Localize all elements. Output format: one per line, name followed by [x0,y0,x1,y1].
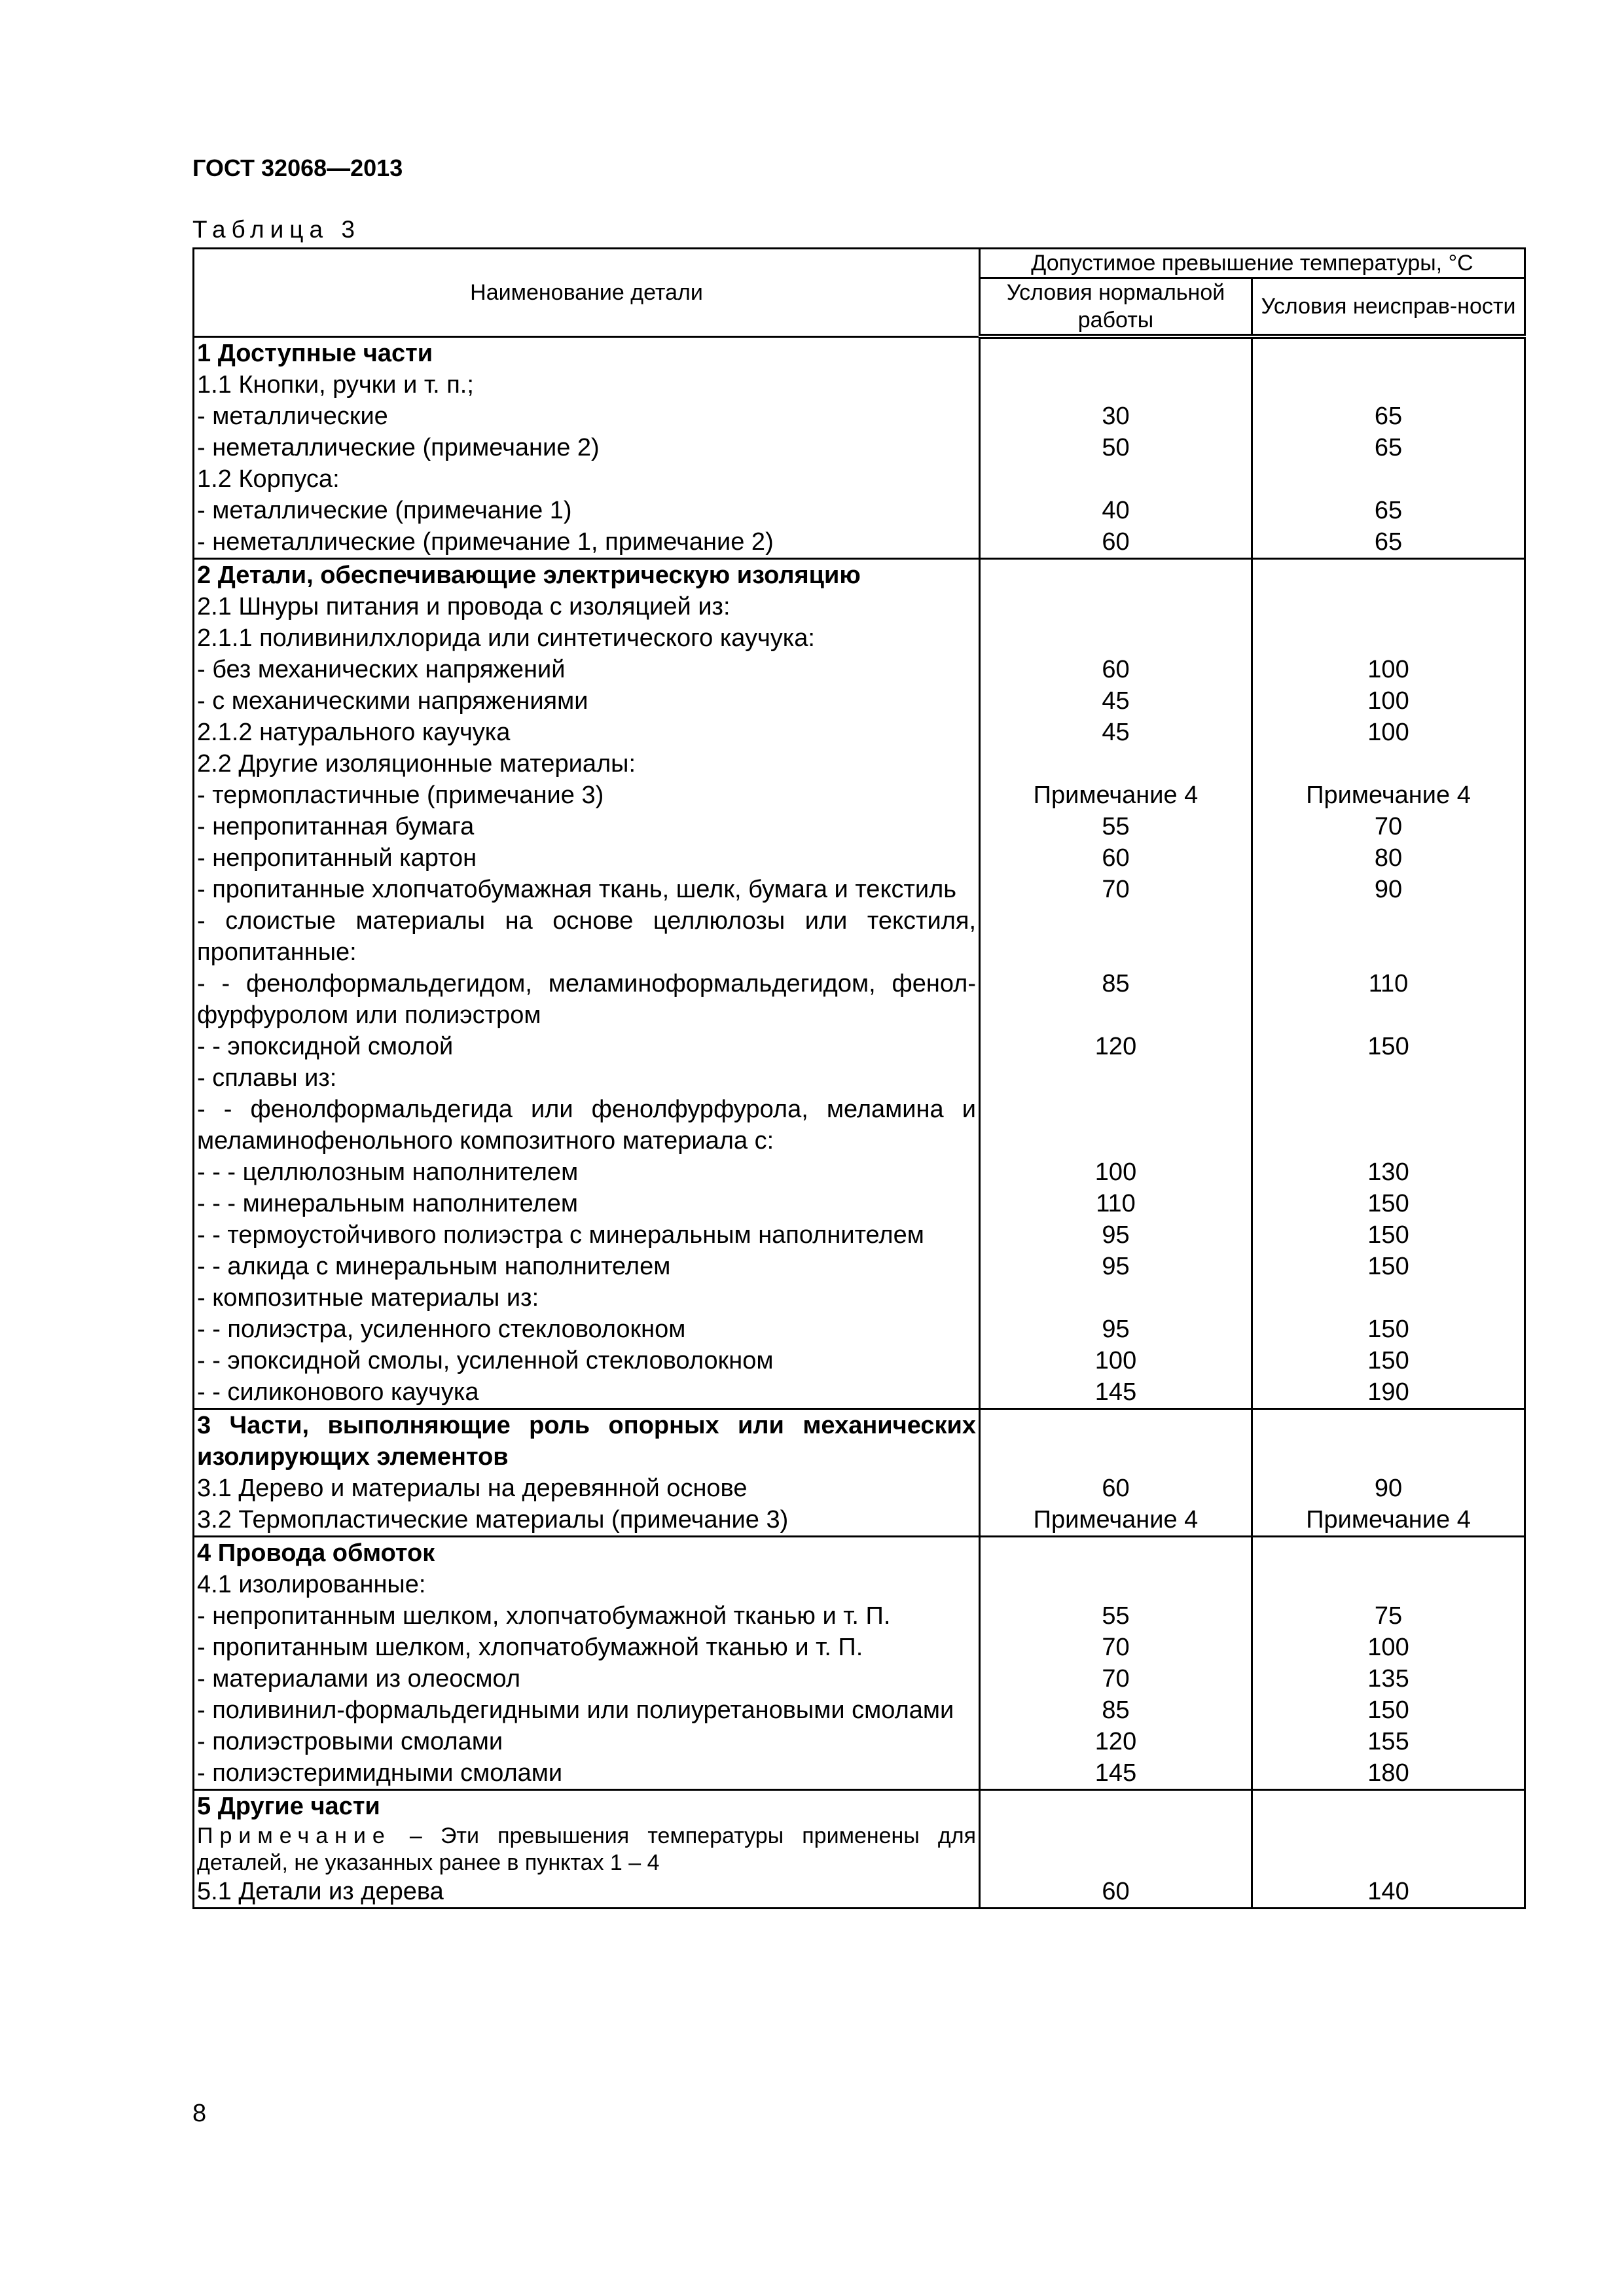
normal-value-cell [980,1408,1252,1473]
normal-value-cell [980,622,1252,654]
fault-value-cell [1252,591,1525,622]
part-name-cell: 3.2 Термопластические материалы (примечание 3) [194,1504,980,1537]
header-normal-conditions: Условия нормальной работы [980,278,1252,337]
table-row [194,1314,1525,1345]
fault-value-cell [1252,558,1525,591]
part-name-cell: 3.1 Дерево и материалы на деревянной основе [194,1473,980,1504]
part-name-cell: - без механических напряжений [194,654,980,685]
part-name-cell: - неметаллические (примечание 2) [194,432,980,463]
table-body [194,336,1525,1908]
fault-value-cell [1252,1282,1525,1314]
table-row [194,1789,1525,1822]
part-name-cell: - - фенолформальдегида или фенолфурфурола, меламина и меламинофенольного композитного материала с: [194,1094,980,1157]
part-name-cell: - материалами из олеосмол [194,1663,980,1695]
fault-value-cell: 135 [1252,1663,1525,1695]
part-name-cell: - - эпоксидной смолы, усиленной стекловолокном [194,1345,980,1376]
fault-value-cell: 70 [1252,811,1525,842]
table-row [194,1345,1525,1376]
table-row [194,874,1525,905]
header-temperature-rise: Допустимое превышение температуры, °С [980,249,1525,278]
normal-value-cell: 85 [980,968,1252,1031]
part-name-cell: - полиэстеримидными смолами [194,1757,980,1790]
part-name-cell: - слоистые материалы на основе целлюлозы или текстиля, пропитанные: [194,905,980,968]
table-row [194,1188,1525,1219]
part-name-cell: 2 Детали, обеспечивающие электрическую изоляцию [194,558,980,591]
table-row [194,432,1525,463]
table-row [194,685,1525,717]
table-row [194,1408,1525,1473]
fault-value-cell [1252,1408,1525,1473]
part-name-cell: - - полиэстра, усиленного стекловолокном [194,1314,980,1345]
table-row [194,1473,1525,1504]
fault-value-cell: 150 [1252,1695,1525,1726]
fault-value-cell: 100 [1252,654,1525,685]
fault-value-cell: 100 [1252,1632,1525,1663]
normal-value-cell: 95 [980,1251,1252,1282]
normal-value-cell [980,591,1252,622]
fault-value-cell: Примечание 4 [1252,780,1525,811]
normal-value-cell: 55 [980,1600,1252,1632]
part-name-cell: - композитные материалы из: [194,1282,980,1314]
normal-value-cell [980,1822,1252,1876]
table-row [194,748,1525,780]
normal-value-cell [980,1789,1252,1822]
note-label: Примечание [197,1823,391,1848]
table-row [194,1695,1525,1726]
table-row [194,336,1525,369]
part-name-cell: 2.1 Шнуры питания и провода с изоляцией из: [194,591,980,622]
part-name-cell: - - фенолформальдегидом, меламиноформальдегидом, фенол-фурфуролом или полиэстром [194,968,980,1031]
normal-value-cell: 60 [980,1473,1252,1504]
table-row [194,1282,1525,1314]
normal-value-cell: 70 [980,1663,1252,1695]
normal-value-cell: 60 [980,526,1252,559]
note-text: – Эти превышения температуры применены для деталей, не указанных ранее в пунктах 1 – 4 [197,1823,976,1875]
fault-value-cell: 150 [1252,1188,1525,1219]
fault-value-cell: 90 [1252,874,1525,905]
normal-value-cell: 95 [980,1314,1252,1345]
part-name-cell: - непропитанным шелком, хлопчатобумажной тканью и т. П. [194,1600,980,1632]
table-row [194,1663,1525,1695]
part-name-cell: - сплавы из: [194,1062,980,1094]
fault-value-cell: 150 [1252,1314,1525,1345]
part-name-cell: - - эпоксидной смолой [194,1031,980,1062]
fault-value-cell [1252,1822,1525,1876]
fault-value-cell: 110 [1252,968,1525,1031]
normal-value-cell [980,1282,1252,1314]
fault-value-cell [1252,463,1525,495]
part-name-cell: - - силиконового каучука [194,1376,980,1409]
fault-value-cell: 150 [1252,1251,1525,1282]
table-row [194,1876,1525,1909]
table-row [194,1726,1525,1757]
normal-value-cell: 145 [980,1757,1252,1790]
table-row [194,654,1525,685]
fault-value-cell: 190 [1252,1376,1525,1409]
normal-value-cell: 95 [980,1219,1252,1251]
table-header [194,249,1525,337]
part-name-cell: - пропитанным шелком, хлопчатобумажной тканью и т. П. [194,1632,980,1663]
normal-value-cell [980,905,1252,968]
fault-value-cell: 65 [1252,432,1525,463]
table-row [194,1822,1525,1876]
normal-value-cell: Примечание 4 [980,780,1252,811]
normal-value-cell: 120 [980,1726,1252,1757]
normal-value-cell [980,1062,1252,1094]
fault-value-cell: 100 [1252,717,1525,748]
normal-value-cell: 60 [980,654,1252,685]
table-label: Таблица 3 [192,216,361,243]
table-row [194,1600,1525,1632]
part-name-cell: - непропитанный картон [194,842,980,874]
table-row [194,1569,1525,1600]
fault-value-cell [1252,1569,1525,1600]
normal-value-cell: 45 [980,717,1252,748]
part-name-cell [194,1822,980,1876]
fault-value-cell [1252,905,1525,968]
part-name-cell: - полиэстровыми смолами [194,1726,980,1757]
part-name-cell: - поливинил-формальдегидными или полиуретановыми смолами [194,1695,980,1726]
normal-value-cell: 70 [980,1632,1252,1663]
part-name-cell: 4 Провода обмоток [194,1536,980,1569]
part-name-cell: 2.1.1 поливинилхлорида или синтетического каучука: [194,622,980,654]
table-row [194,968,1525,1031]
table-row [194,591,1525,622]
table-row [194,526,1525,559]
normal-value-cell: 55 [980,811,1252,842]
table-row [194,1251,1525,1282]
fault-value-cell: 150 [1252,1219,1525,1251]
fault-value-cell [1252,369,1525,401]
table-row [194,369,1525,401]
fault-value-cell: Примечание 4 [1252,1504,1525,1537]
part-name-cell: 1 Доступные части [194,336,980,369]
temperature-table [192,247,1524,1909]
normal-value-cell [980,558,1252,591]
table-row [194,717,1525,748]
table-row [194,1031,1525,1062]
fault-value-cell: 100 [1252,685,1525,717]
fault-value-cell: 65 [1252,401,1525,432]
normal-value-cell: 50 [980,432,1252,463]
fault-value-cell: 140 [1252,1876,1525,1909]
part-name-cell: - - термоустойчивого полиэстра с минеральным наполнителем [194,1219,980,1251]
normal-value-cell: 70 [980,874,1252,905]
header-fault-conditions: Условия неисправ-ности [1252,278,1525,337]
table-row [194,1157,1525,1188]
normal-value-cell: Примечание 4 [980,1504,1252,1537]
normal-value-cell: 100 [980,1345,1252,1376]
fault-value-cell [1252,622,1525,654]
fault-value-cell: 90 [1252,1473,1525,1504]
part-name-cell: - - - целлюлозным наполнителем [194,1157,980,1188]
fault-value-cell: 155 [1252,1726,1525,1757]
table-row [194,1536,1525,1569]
fault-value-cell: 130 [1252,1157,1525,1188]
normal-value-cell [980,1569,1252,1600]
normal-value-cell: 145 [980,1376,1252,1409]
normal-value-cell [980,1094,1252,1157]
part-name-cell: 2.2 Другие изоляционные материалы: [194,748,980,780]
header-part-name: Наименование детали [194,249,980,337]
part-name-cell: 5 Другие части [194,1789,980,1822]
normal-value-cell: 45 [980,685,1252,717]
table-row [194,495,1525,526]
document-title: ГОСТ 32068—2013 [192,154,403,181]
page-number: 8 [192,2100,207,2127]
part-name-cell: - металлические [194,401,980,432]
fault-value-cell [1252,748,1525,780]
table-row [194,811,1525,842]
normal-value-cell [980,748,1252,780]
table-row [194,558,1525,591]
table-row [194,463,1525,495]
part-name-cell: - - - минеральным наполнителем [194,1188,980,1219]
table-row [194,1376,1525,1409]
table-row [194,1632,1525,1663]
table-row [194,1504,1525,1537]
part-name-cell: - металлические (примечание 1) [194,495,980,526]
fault-value-cell: 150 [1252,1345,1525,1376]
normal-value-cell: 40 [980,495,1252,526]
normal-value-cell: 60 [980,1876,1252,1909]
part-name-cell: - термопластичные (примечание 3) [194,780,980,811]
table-row [194,780,1525,811]
part-name-cell: - с механическими напряжениями [194,685,980,717]
fault-value-cell: 150 [1252,1031,1525,1062]
fault-value-cell: 75 [1252,1600,1525,1632]
normal-value-cell: 100 [980,1157,1252,1188]
fault-value-cell [1252,1536,1525,1569]
fault-value-cell [1252,336,1525,369]
fault-value-cell [1252,1789,1525,1822]
table-row [194,622,1525,654]
fault-value-cell: 80 [1252,842,1525,874]
fault-value-cell [1252,1062,1525,1094]
part-name-cell: 3 Части, выполняющие роль опорных или механических изолирующих элементов [194,1408,980,1473]
fault-value-cell: 180 [1252,1757,1525,1790]
part-name-cell: 2.1.2 натурального каучука [194,717,980,748]
part-name-cell: - непропитанная бумага [194,811,980,842]
normal-value-cell [980,1536,1252,1569]
normal-value-cell [980,336,1252,369]
table-row [194,1062,1525,1094]
normal-value-cell: 30 [980,401,1252,432]
normal-value-cell: 110 [980,1188,1252,1219]
table-row [194,1094,1525,1157]
fault-value-cell: 65 [1252,526,1525,559]
fault-value-cell: 65 [1252,495,1525,526]
part-name-cell: - пропитанные хлопчатобумажная ткань, шелк, бумага и текстиль [194,874,980,905]
part-name-cell: 5.1 Детали из дерева [194,1876,980,1909]
normal-value-cell [980,463,1252,495]
part-name-cell: - неметаллические (примечание 1, примечание 2) [194,526,980,559]
normal-value-cell: 60 [980,842,1252,874]
normal-value-cell: 85 [980,1695,1252,1726]
table-row [194,401,1525,432]
part-name-cell: 4.1 изолированные: [194,1569,980,1600]
table-row [194,1757,1525,1790]
normal-value-cell: 120 [980,1031,1252,1062]
part-name-cell: 1.2 Корпуса: [194,463,980,495]
table-row [194,905,1525,968]
fault-value-cell [1252,1094,1525,1157]
normal-value-cell [980,369,1252,401]
table-row [194,842,1525,874]
part-name-cell: 1.1 Кнопки, ручки и т. п.; [194,369,980,401]
table-row [194,1219,1525,1251]
part-name-cell: - - алкида с минеральным наполнителем [194,1251,980,1282]
